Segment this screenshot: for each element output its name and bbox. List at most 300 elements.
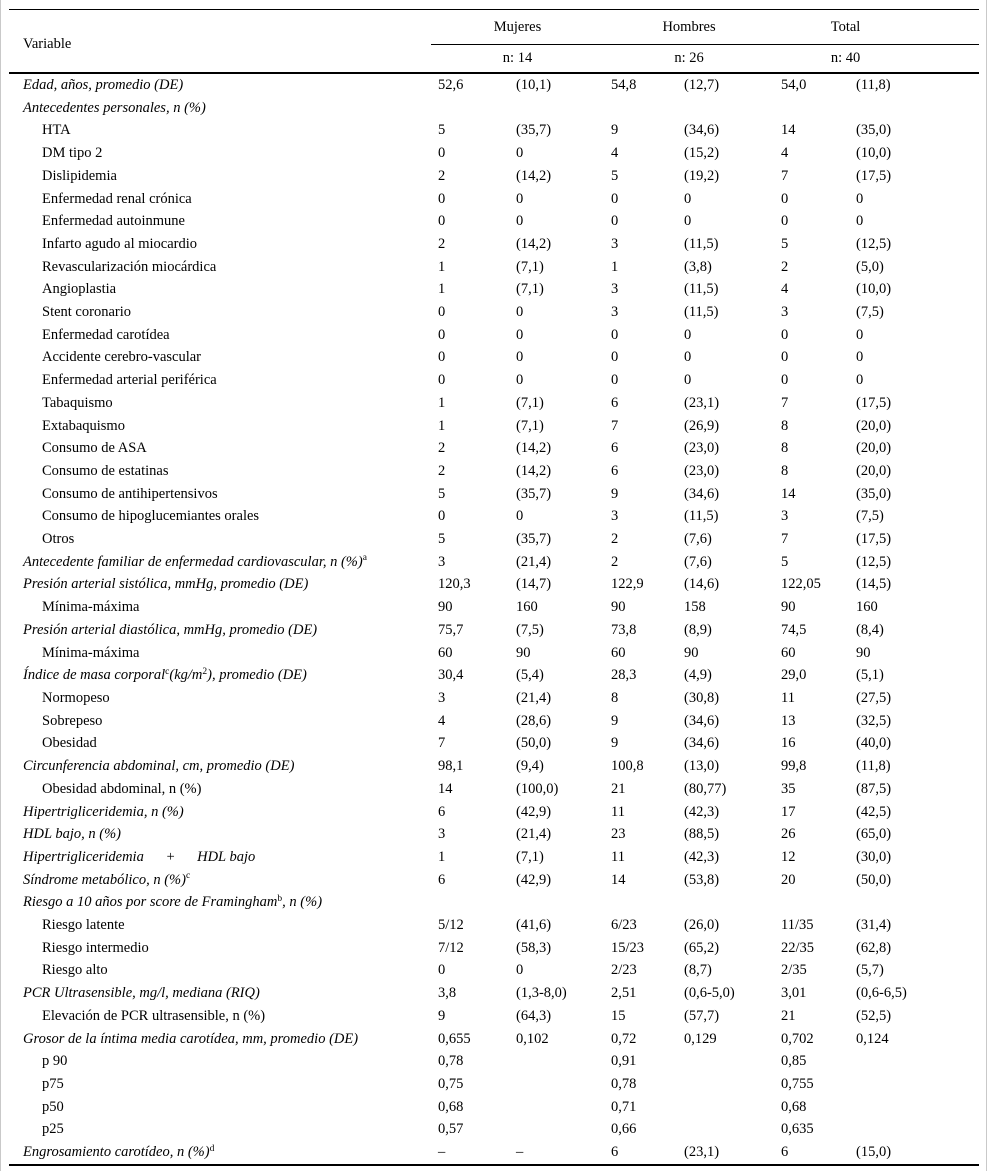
cell-total-n: 0 — [781, 372, 789, 389]
cell-hombres-n: 9 — [611, 735, 619, 752]
table-row — [9, 937, 979, 960]
cell-hombres-n: 15 — [611, 1007, 626, 1024]
table-row — [9, 369, 979, 392]
cell-mujeres-pct: (21,4) — [516, 689, 552, 706]
cell-hombres-n: 3 — [611, 508, 619, 525]
row-label: Riesgo intermedio — [42, 939, 149, 956]
table-row — [9, 1096, 979, 1119]
cell-mujeres-pct: (7,1) — [516, 258, 544, 275]
row-spacer — [917, 188, 979, 211]
cell-hombres-n: 2 — [611, 553, 619, 570]
row-label: Hipertrigliceridemia, n (%) — [23, 803, 184, 820]
cell-mujeres-pct: (1,3-8,0) — [516, 985, 567, 1002]
row-spacer — [917, 346, 979, 369]
cell-total-pct: (8,4) — [856, 621, 884, 638]
cell-hombres-pct: (80,77) — [684, 780, 727, 797]
row-label: Tabaquismo — [42, 394, 113, 411]
cell-mujeres-n: 5 — [438, 485, 446, 502]
table-row — [9, 664, 979, 687]
cell-total-n: 7 — [781, 394, 789, 411]
row-spacer — [917, 165, 979, 188]
table-row — [9, 1141, 979, 1165]
row-label: Enfermedad renal crónica — [42, 190, 192, 207]
cell-mujeres-pct: 0 — [516, 190, 524, 207]
cell-total-n: 4 — [781, 281, 789, 298]
cell-total-pct: (35,0) — [856, 485, 892, 502]
cell-total-n: 0,85 — [781, 1053, 807, 1070]
row-spacer — [917, 1073, 979, 1096]
table-row — [9, 119, 979, 142]
cell-total-pct: (7,5) — [856, 304, 884, 321]
cell-mujeres-n: 0,655 — [438, 1030, 471, 1047]
cell-mujeres-pct: (7,1) — [516, 394, 544, 411]
cell-total-n: 0,702 — [781, 1030, 814, 1047]
row-label: Antecedente familiar de enfermedad cardiovascular, n (%)$^a$ — [23, 553, 367, 570]
cell-hombres-n — [604, 891, 677, 914]
row-label: Riesgo latente — [42, 917, 125, 934]
row-spacer — [917, 324, 979, 347]
cell-hombres-pct: (12,7) — [684, 77, 720, 93]
row-label: p25 — [42, 1121, 64, 1138]
cell-total-pct — [849, 891, 917, 914]
table-row — [9, 483, 979, 506]
cell-total-n: 5 — [781, 553, 789, 570]
cell-hombres-n: 3 — [611, 304, 619, 321]
row-spacer — [917, 1096, 979, 1119]
row-spacer — [917, 937, 979, 960]
row-label: Extabaquismo — [42, 417, 125, 434]
cell-total-n: 6 — [774, 1141, 849, 1165]
n-header-total: n: 40 — [774, 45, 917, 74]
cell-hombres-n: 4 — [611, 145, 619, 162]
row-spacer — [917, 778, 979, 801]
cell-mujeres-pct: (21,4) — [516, 826, 552, 843]
row-spacer — [917, 642, 979, 665]
row-spacer — [917, 233, 979, 256]
cell-hombres-pct: 0 — [684, 190, 692, 207]
cell-total-n: 0 — [781, 190, 789, 207]
row-spacer — [917, 619, 979, 642]
table-row — [9, 505, 979, 528]
cell-mujeres-n: 0,57 — [438, 1121, 464, 1138]
cell-mujeres-n: 1 — [438, 394, 446, 411]
cell-hombres-pct: 90 — [684, 644, 699, 661]
cell-total-pct: (14,5) — [856, 576, 892, 593]
cell-hombres-pct: 0 — [684, 372, 692, 389]
cell-hombres-pct: (23,1) — [684, 394, 720, 411]
table-row — [9, 278, 979, 301]
cell-mujeres-pct: 0 — [516, 326, 524, 343]
cell-mujeres-pct — [509, 1073, 604, 1096]
cell-hombres-n: 0,91 — [611, 1053, 637, 1070]
cell-total-n: 17 — [781, 803, 796, 820]
row-label: Riesgo alto — [42, 962, 108, 979]
cell-hombres-pct: (23,1) — [677, 1141, 774, 1165]
table-row — [9, 710, 979, 733]
table-row — [9, 1050, 979, 1073]
cell-mujeres-pct: (58,3) — [516, 939, 552, 956]
cell-mujeres-pct: (7,1) — [516, 417, 544, 434]
cell-mujeres-pct: 0 — [516, 304, 524, 321]
row-label: Grosor de la íntima media carotídea, mm, promedio (DE) — [23, 1030, 359, 1047]
row-spacer — [917, 369, 979, 392]
cell-total-pct: (62,8) — [856, 939, 892, 956]
table-row — [9, 846, 979, 869]
row-label: HDL bajo, n (%) — [23, 826, 122, 843]
cell-hombres-pct: (11,5) — [684, 281, 719, 298]
cell-hombres-pct: 158 — [684, 599, 706, 616]
cell-hombres-n: 7 — [611, 417, 619, 434]
cell-mujeres-pct: (7,1) — [516, 848, 544, 865]
row-label: Riesgo a 10 años por score de Framingham$^b$, n (%) — [23, 893, 323, 911]
cell-hombres-n: 3 — [611, 281, 619, 298]
group-header-mujeres: Mujeres — [431, 10, 604, 45]
row-spacer — [917, 551, 979, 574]
group-header-total: Total — [774, 10, 917, 45]
cell-total-n: 7 — [781, 531, 789, 548]
row-spacer — [917, 73, 979, 97]
cell-hombres-n: 0 — [611, 213, 619, 230]
cell-total-pct: (11,8) — [856, 758, 891, 775]
cell-total-pct: 90 — [856, 644, 871, 661]
row-label: Obesidad — [42, 735, 97, 752]
table-row — [9, 210, 979, 233]
row-spacer — [917, 687, 979, 710]
table-row — [9, 142, 979, 165]
cell-total-pct: 0 — [856, 190, 864, 207]
cell-total-n: 21 — [781, 1007, 796, 1024]
cell-mujeres-n: 2 — [438, 167, 446, 184]
row-spacer — [917, 142, 979, 165]
cell-total-n: 99,8 — [781, 758, 807, 775]
table-row — [9, 619, 979, 642]
row-label: Enfermedad autoinmune — [42, 213, 185, 230]
cell-hombres-pct: (7,6) — [684, 553, 712, 570]
row-label: Consumo de antihipertensivos — [42, 485, 218, 502]
row-spacer — [917, 392, 979, 415]
row-label: p75 — [42, 1075, 64, 1092]
row-label: p50 — [42, 1098, 64, 1115]
cell-total-n: 3 — [781, 508, 789, 525]
cell-hombres-pct: (34,6) — [684, 122, 720, 139]
cell-mujeres-n — [431, 891, 509, 914]
variable-column-header: Variable — [9, 10, 431, 74]
cell-hombres-n: 8 — [611, 689, 619, 706]
row-spacer — [917, 210, 979, 233]
table-row — [9, 778, 979, 801]
row-spacer — [917, 755, 979, 778]
cell-mujeres-n: 52,6 — [438, 77, 464, 93]
table-row — [9, 528, 979, 551]
cell-hombres-n: 122,9 — [611, 576, 644, 593]
table-row — [9, 165, 979, 188]
cell-total-pct: (17,5) — [856, 167, 892, 184]
cell-hombres-pct — [677, 1073, 774, 1096]
row-spacer — [917, 97, 979, 120]
cell-hombres-n: 6 — [611, 440, 619, 457]
cell-hombres-pct — [677, 97, 774, 120]
cell-total-n: 29,0 — [781, 667, 807, 684]
row-spacer — [917, 801, 979, 824]
cell-total-n: 12 — [781, 848, 796, 865]
n-header-hombres: n: 26 — [604, 45, 774, 74]
table-row — [9, 982, 979, 1005]
cell-mujeres-pct: 90 — [516, 644, 531, 661]
table-row — [9, 301, 979, 324]
cell-hombres-pct: (13,0) — [684, 758, 720, 775]
row-spacer — [917, 505, 979, 528]
table-row — [9, 891, 979, 914]
cell-mujeres-pct: (14,2) — [516, 440, 552, 457]
table-row — [9, 437, 979, 460]
row-label: Revascularización miocárdica — [42, 258, 217, 275]
cell-hombres-pct — [677, 1096, 774, 1119]
cell-hombres-pct: (8,9) — [684, 621, 712, 638]
cell-hombres-n: 9 — [611, 712, 619, 729]
cell-mujeres-pct: (28,6) — [516, 712, 552, 729]
cell-mujeres-n: 9 — [438, 1007, 446, 1024]
cell-total-n: 0 — [781, 349, 789, 366]
cell-mujeres-n: 120,3 — [438, 576, 471, 593]
cell-total-pct: (11,8) — [856, 77, 891, 93]
cell-mujeres-pct: (7,5) — [516, 621, 544, 638]
cell-hombres-pct: (30,8) — [684, 689, 720, 706]
row-spacer — [917, 982, 979, 1005]
cell-mujeres-n: 0 — [438, 349, 446, 366]
row-label: Enfermedad arterial periférica — [42, 372, 217, 389]
cell-total-pct: (10,0) — [856, 281, 892, 298]
cell-total-pct: (65,0) — [856, 826, 892, 843]
table-row — [9, 1028, 979, 1051]
cell-mujeres-n: 0,68 — [438, 1098, 464, 1115]
cell-mujeres-pct: (50,0) — [516, 735, 552, 752]
cell-hombres-pct: (65,2) — [684, 939, 720, 956]
cell-hombres-pct: (53,8) — [684, 871, 720, 888]
cell-mujeres-n: 1 — [438, 258, 446, 275]
cell-hombres-n: 21 — [611, 780, 626, 797]
table-row — [9, 188, 979, 211]
cell-mujeres-n: 3 — [438, 689, 446, 706]
table-row — [9, 959, 979, 982]
table-row — [9, 573, 979, 596]
cell-mujeres-pct: (35,7) — [516, 485, 552, 502]
row-label: Otros — [42, 531, 75, 548]
cell-hombres-pct: (11,5) — [684, 508, 719, 525]
row-spacer — [917, 1005, 979, 1028]
cell-mujeres-n: 0 — [438, 962, 446, 979]
cell-total-n: 22/35 — [781, 939, 815, 956]
row-label: DM tipo 2 — [42, 145, 103, 162]
cell-total-pct: (0,6-6,5) — [856, 985, 907, 1002]
cell-mujeres-n: 2 — [438, 235, 446, 252]
row-label: Índice de masa $corporal^c(kg/m^2)$, promedio (DE) — [23, 666, 307, 684]
cell-mujeres-n: 0 — [438, 508, 446, 525]
cell-mujeres-pct — [509, 891, 604, 914]
cell-total-pct: (5,1) — [856, 667, 884, 684]
row-label: Consumo de estatinas — [42, 462, 169, 479]
row-spacer — [917, 278, 979, 301]
cell-hombres-n: 3 — [611, 235, 619, 252]
cell-hombres-n: 2,51 — [611, 985, 637, 1002]
row-label: PCR Ultrasensible, mg/l, mediana (RIQ) — [23, 985, 260, 1002]
cell-mujeres-n: 2 — [438, 462, 446, 479]
row-spacer — [917, 710, 979, 733]
row-label: Antecedentes personales, n (%) — [23, 99, 206, 116]
cell-total-n — [774, 891, 849, 914]
table-row — [9, 1073, 979, 1096]
cell-mujeres-n: 1 — [438, 417, 446, 434]
cell-total-n: 8 — [781, 417, 789, 434]
cell-hombres-pct: (42,3) — [684, 848, 720, 865]
cell-hombres-pct: (26,9) — [684, 417, 720, 434]
cell-hombres-n: 11 — [611, 803, 625, 820]
table-row — [9, 732, 979, 755]
row-spacer — [917, 460, 979, 483]
cell-mujeres-n: 30,4 — [438, 667, 464, 684]
cell-total-pct: (40,0) — [856, 735, 892, 752]
cell-hombres-pct: (23,0) — [684, 440, 720, 457]
cell-mujeres-pct: 160 — [516, 599, 538, 616]
cell-hombres-pct — [677, 1050, 774, 1073]
cell-mujeres-n: 1 — [438, 281, 446, 298]
cell-total-n: 54,0 — [781, 77, 807, 93]
cell-hombres-n: 0 — [611, 349, 619, 366]
cell-mujeres-pct: (14,2) — [516, 167, 552, 184]
cell-hombres-n: 100,8 — [611, 758, 644, 775]
cell-mujeres-pct — [509, 97, 604, 120]
cell-total-n: 60 — [781, 644, 796, 661]
row-label: Accidente cerebro-vascular — [42, 349, 201, 366]
cell-total-pct: (20,0) — [856, 417, 892, 434]
cell-total-pct — [849, 1096, 917, 1119]
cell-mujeres-pct — [509, 1096, 604, 1119]
cell-hombres-pct: 0,129 — [684, 1030, 717, 1047]
row-spacer — [917, 437, 979, 460]
table-row — [9, 869, 979, 892]
row-spacer — [917, 846, 979, 869]
row-spacer — [917, 528, 979, 551]
row-spacer — [917, 959, 979, 982]
cell-total-n: 8 — [781, 462, 789, 479]
cell-mujeres-n: 3,8 — [438, 985, 457, 1002]
clinical-characteristics-table — [9, 9, 979, 1166]
cell-hombres-n: 0,78 — [611, 1075, 637, 1092]
cell-total-pct: (52,5) — [856, 1007, 892, 1024]
cell-total-n: 0 — [781, 326, 789, 343]
row-spacer — [917, 891, 979, 914]
row-spacer — [917, 1050, 979, 1073]
cell-mujeres-n: 0 — [438, 372, 446, 389]
cell-total-pct: (50,0) — [856, 871, 892, 888]
cell-total-pct: (10,0) — [856, 145, 892, 162]
cell-total-n: 11/35 — [781, 917, 814, 934]
cell-hombres-pct: (23,0) — [684, 462, 720, 479]
row-spacer — [917, 415, 979, 438]
row-label: Dislipidemia — [42, 167, 117, 184]
table-row — [9, 415, 979, 438]
cell-mujeres-pct: (14,2) — [516, 235, 552, 252]
cell-total-n: 8 — [781, 440, 789, 457]
cell-mujeres-pct: (100,0) — [516, 780, 559, 797]
cell-total-pct: (12,5) — [856, 553, 892, 570]
cell-mujeres-pct — [509, 1118, 604, 1141]
cell-total-n: 16 — [781, 735, 796, 752]
cell-total-n: 14 — [781, 485, 796, 502]
row-spacer — [917, 256, 979, 279]
cell-mujeres-n: 5 — [438, 531, 446, 548]
cell-mujeres-n: 6 — [438, 803, 446, 820]
cell-hombres-n: 60 — [611, 644, 626, 661]
cell-mujeres-n — [431, 97, 509, 120]
cell-hombres-pct: (34,6) — [684, 485, 720, 502]
cell-total-pct: 0 — [856, 326, 864, 343]
table-row — [9, 392, 979, 415]
row-spacer — [917, 596, 979, 619]
cell-total-n: 14 — [781, 122, 796, 139]
cell-total-n: 3 — [781, 304, 789, 321]
cell-mujeres-n: 6 — [438, 871, 446, 888]
cell-total-n: 35 — [781, 780, 796, 797]
cell-total-pct: (7,5) — [856, 508, 884, 525]
row-label: Mínima-máxima — [42, 644, 140, 661]
table-row — [9, 233, 979, 256]
n-header-mujeres: n: 14 — [431, 45, 604, 74]
row-label: Hipertrigliceridemia + HDL bajo — [23, 848, 256, 865]
cell-total-pct: (15,0) — [849, 1141, 917, 1165]
cell-total-n: 11 — [781, 689, 795, 706]
cell-hombres-n: 90 — [611, 599, 626, 616]
cell-hombres-pct: (88,5) — [684, 826, 720, 843]
row-spacer — [917, 119, 979, 142]
cell-total-pct: 0 — [856, 349, 864, 366]
table-head — [9, 10, 979, 74]
cell-mujeres-pct: (41,6) — [516, 917, 552, 934]
cell-hombres-pct: (57,7) — [684, 1007, 720, 1024]
row-label: Infarto agudo al miocardio — [42, 235, 198, 252]
table-row — [9, 460, 979, 483]
table-body — [9, 73, 979, 1165]
cell-total-n: 7 — [781, 167, 789, 184]
row-spacer — [917, 823, 979, 846]
cell-mujeres-n: 0 — [438, 145, 446, 162]
cell-hombres-n: 9 — [611, 122, 619, 139]
table-row — [9, 914, 979, 937]
cell-hombres-n: 11 — [611, 848, 625, 865]
table-row — [9, 801, 979, 824]
cell-total-pct: 0,124 — [856, 1030, 889, 1047]
row-spacer — [917, 1141, 979, 1165]
cell-mujeres-pct: (9,4) — [516, 758, 544, 775]
cell-mujeres-pct: 0 — [516, 372, 524, 389]
cell-mujeres-pct: (64,3) — [516, 1007, 552, 1024]
cell-total-pct — [849, 97, 917, 120]
cell-total-pct: (32,5) — [856, 712, 892, 729]
cell-mujeres-pct: (35,7) — [516, 531, 552, 548]
cell-hombres-pct: (4,9) — [684, 667, 712, 684]
table-row — [9, 73, 979, 97]
cell-hombres-n: 14 — [611, 871, 626, 888]
cell-hombres-n: 1 — [611, 258, 619, 275]
cell-mujeres-n: 90 — [438, 599, 453, 616]
table-row — [9, 1118, 979, 1141]
cell-total-n: 90 — [781, 599, 796, 616]
row-label: Presión arterial sistólica, mmHg, promedio (DE) — [23, 576, 309, 593]
cell-total-pct: (5,7) — [856, 962, 884, 979]
row-spacer — [917, 483, 979, 506]
cell-mujeres-n: 4 — [438, 712, 446, 729]
cell-total-n: 3,01 — [781, 985, 807, 1002]
cell-total-n: 20 — [781, 871, 796, 888]
